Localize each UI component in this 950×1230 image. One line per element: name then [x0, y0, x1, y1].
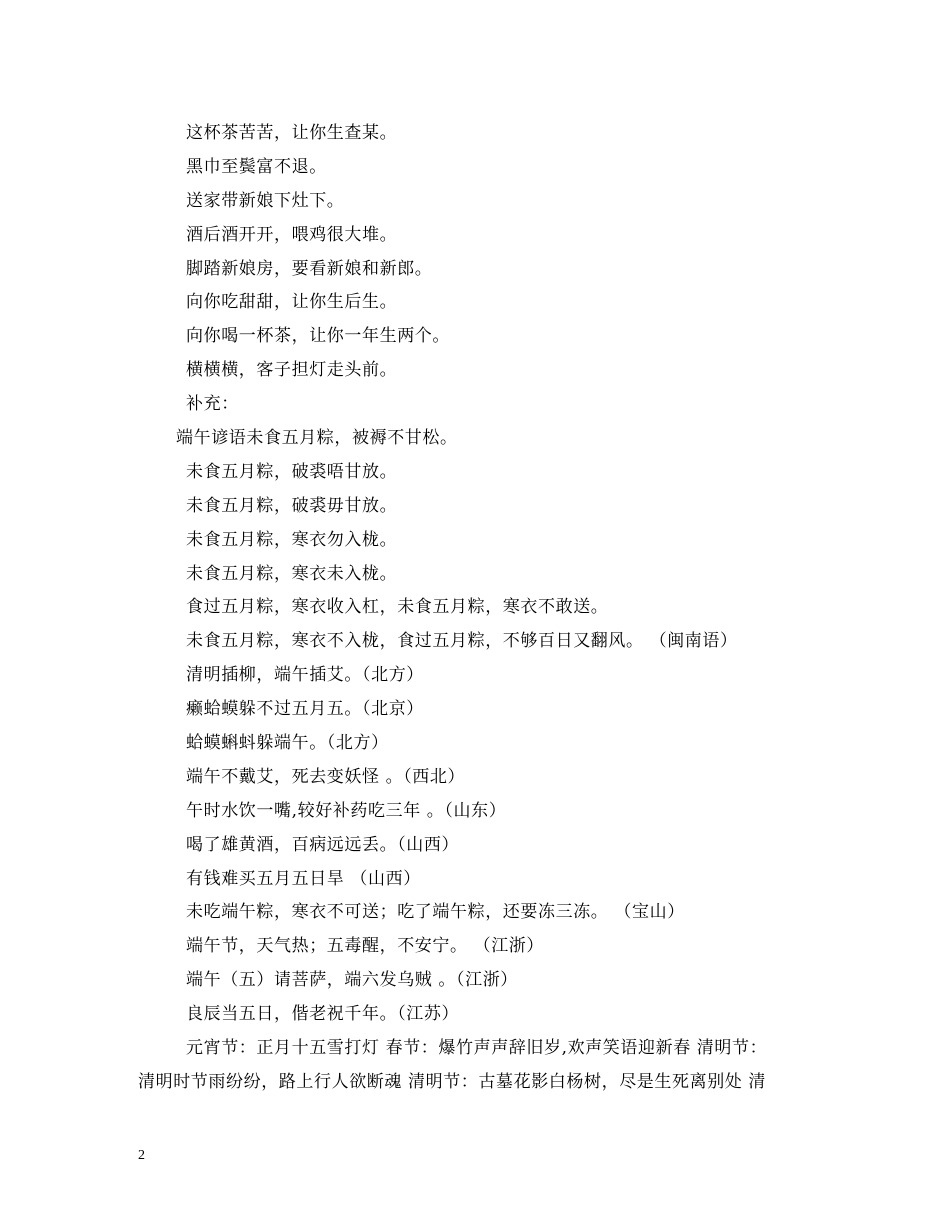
text-line: 清明时节雨纷纷，路上行人欲断魂 清明节：古墓花影白杨树，尽是生死离别处 清 [138, 1071, 767, 1092]
body-text [138, 117, 828, 1100]
text-line: 喝了雄黄酒，百病远远丢。（山西） [186, 834, 460, 855]
text-line: 未食五月粽，寒衣勿入栊。 [186, 529, 398, 550]
text-line: 端午不戴艾，死去变妖怪 。（西北） [186, 766, 466, 787]
text-line: 脚踏新娘房，要看新娘和新郎。 [186, 258, 433, 279]
text-line: 酒后酒开开，喂鸡很大堆。 [186, 224, 398, 245]
text-line: 向你喝一杯茶，让你一年生两个。 [186, 326, 450, 347]
text-line: 元宵节：正月十五雪打灯 春节：爆竹声声辞旧岁,欢声笑语迎新春 清明节： [186, 1038, 768, 1059]
text-line: 蛤蟆蝌蚪躲端午。（北方） [186, 733, 389, 754]
text-line: 清明插柳，端午插艾。（北方） [186, 665, 424, 686]
text-line: 端午（五）请菩萨，端六发乌贼 。（江浙） [186, 970, 518, 991]
text-line: 未食五月粽，破裘唔甘放。 [186, 461, 398, 482]
text-line: 横横横，客子担灯走头前。 [186, 360, 398, 381]
text-line: 补充： [186, 394, 239, 415]
text-line: 这杯茶苦苦，让你生查某。 [186, 123, 398, 143]
text-line: 未食五月粽，寒衣未入栊。 [186, 563, 398, 584]
text-line: 未吃端午粽，寒衣不可送；吃了端午粽，还要冻三冻。 （宝山） [186, 902, 685, 923]
text-line: 端午节，天气热；五毒醒，不安宁。 （江浙） [186, 936, 545, 957]
text-line: 黑巾至鬓富不退。 [186, 156, 327, 177]
text-line: 送家带新娘下灶下。 [186, 190, 345, 211]
text-line: 向你吃甜甜，让你生后生。 [186, 292, 398, 313]
text-line: 癞蛤蟆躲不过五月五。（北京） [186, 699, 424, 720]
text-line: 端午谚语未食五月粽，被褥不甘松。 [176, 428, 458, 449]
text-line: 未食五月粽，寒衣不入栊，食过五月粽，不够百日又翻风。 （闽南语） [186, 631, 738, 652]
text-line: 午时水饮一嘴,较好补药吃三年 。（山东） [186, 800, 507, 821]
text-line: 食过五月粽，寒衣收入杠，未食五月粽，寒衣不敢送。 [186, 597, 609, 618]
text-line: 有钱难买五月五日旱 （山西） [186, 868, 421, 889]
text-line: 未食五月粽，破裘毋甘放。 [186, 495, 398, 516]
text-line: 良辰当五日，偕老祝千年。（江苏） [186, 1004, 460, 1025]
page-number: 2 [138, 1148, 145, 1163]
